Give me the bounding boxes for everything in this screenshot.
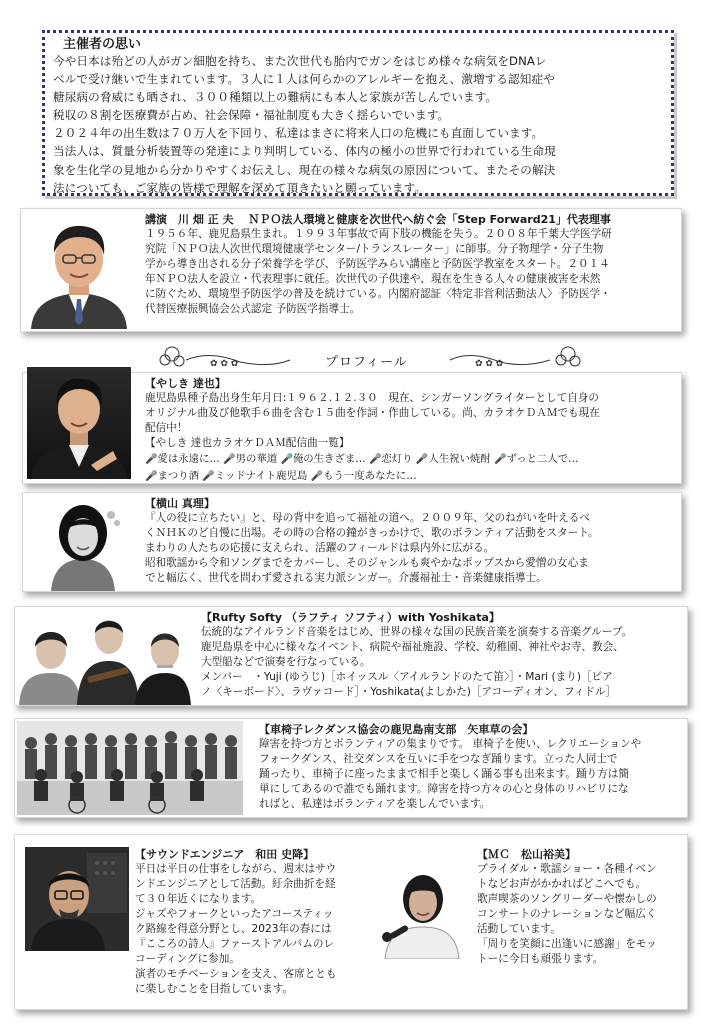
rufty-softy-photo	[17, 607, 193, 705]
bio-line: 踊ったり、車椅子に座ったままで相手と楽しく踊る事も出来ます。踊り方は簡	[259, 768, 629, 780]
rufty-softy-card	[14, 606, 688, 706]
organizer-message-title: 主催者の思い	[63, 37, 142, 52]
bio-line: 代替医療振興協会公式認定 予防医学指導士。	[145, 303, 361, 315]
lecturer-title: 講演 川 畑 正 夫 ＮＰＯ法人環境と健康を次世代へ紡ぐ会「Step Forward21」代表理事	[145, 213, 611, 226]
intro-line: 税収の８割を医療費が占め、社会保障・福祉制度も大きく揺らいでいます。	[53, 108, 450, 123]
organizer-message-box	[42, 30, 674, 196]
wada-bio	[135, 862, 375, 997]
intro-line: 今や日本は殆どの人がガン細胞を持ち、また次世代も胎内でガンをはじめ様々な病気をDNAレ	[53, 54, 547, 68]
wheelchair-dance-bio	[259, 737, 679, 812]
bio-line: 単にしてあるので誰でも踊れます。障害を持つ方々の心と身体のリハビリにな	[259, 783, 629, 795]
microphone-icon: 🎤	[145, 454, 158, 465]
staff-section	[14, 834, 688, 1010]
bio-line: 伝統的なアイルランド音楽をはじめ、世界の様々な国の民族音楽を演奏する音楽グループ。	[201, 626, 633, 638]
yokoyama-bio	[145, 511, 675, 586]
intro-line: ベルで受け継いで生まれています。３人に１人は何らかのアレルギーを抱え、激増する認知症や	[53, 72, 555, 87]
bio-line: コーディングに参加。	[135, 953, 240, 965]
song-title: 人生祝い焼酎	[428, 453, 491, 465]
bio-line: ンドエンジニアとして活動。紆余曲折を経	[135, 878, 336, 890]
song-title: 恋灯り	[381, 453, 413, 465]
song-row	[145, 468, 675, 485]
matsuyama-bio	[477, 862, 685, 967]
bio-line: に防ぐため、環境型予防医学の普及を続けている。内閣府認証〈特定非営利活動法人〉予防医学・	[145, 288, 611, 300]
intro-line: 糖尿病の脅威にも晒され、３００種類以上の難病にも本人と家族が苦しんでいます。	[53, 90, 498, 105]
microphone-icon: 🎤	[415, 454, 429, 465]
yashiki-photo	[27, 367, 131, 479]
rufty-softy-title: 【Rufty Softy （ラフティ ソフティ）with Yoshikata】	[201, 611, 500, 624]
yashiki-bio	[145, 391, 675, 451]
microphone-icon: 🎤	[223, 454, 236, 465]
yashiki-title: 【やしき 達也】	[145, 377, 226, 390]
wheelchair-dance-title: 【車椅子レクダンス協会の鹿児島南支部 矢車草の会】	[259, 723, 534, 736]
wheelchair-dance-group-photo	[17, 721, 243, 815]
microphone-icon: 🎤	[310, 471, 324, 482]
bio-line: 鹿児島県を中心に様々なイベント、病院や福祉施設、学校、幼稚園、神社やお寺、教会、	[201, 641, 624, 653]
bio-line: ノ〈キーボード〉、ラヴァコード］・Yoshikata(よしかた)［アコーディオン、フィドル］	[201, 686, 617, 698]
lecturer-bio	[145, 227, 675, 317]
bio-line: 鹿児島県種子島出身生年月日:１９６２.１２.３０ 現在、シンガーソングライターとして自身の	[145, 392, 600, 404]
bio-line: オリジナル曲及び他歌手６曲を含む１５曲を作詞・作曲している。尚、カラオケＤＡＭでも現在	[145, 407, 600, 419]
bio-line: １９５６年、鹿児島県生まれ。１９９３年事故で両下肢の機能を失う。２００８年千葉大学医学研	[145, 228, 612, 240]
yokoyama-card	[22, 492, 682, 592]
wheelchair-dance-card	[14, 718, 688, 818]
bio-line: 『人の役に立ちたい』と、母の背中を追って福祉の道へ。２００９年、父のねがいを叶えるべ	[145, 512, 590, 524]
bio-line: 年ＮＰＯ法人を設立・代表理事に就任。次世代の子供達や、現在を生きる人々の健康被害を未然	[145, 273, 601, 285]
bio-line: 学から導き出される分子栄養学を学び、予防医学みらい講座と予防医学教室をスタート。２０１４	[145, 258, 610, 270]
matsuyama-title: 【ＭＣ 松山裕美】	[477, 848, 576, 861]
profile-heading: プロフィール	[325, 355, 408, 370]
bio-line: 障害を持つ方とボランティアの集まりです。 車椅子を使い、レクリエーションや	[259, 738, 642, 750]
bio-line: ブライダル・歌謡ショー・各種イベン	[477, 863, 657, 875]
bio-line: でと幅広く、世代を問わず愛される実力派シンガー。介護福祉士・音楽健康指導士。	[145, 572, 547, 584]
bio-line: 「周りを笑顔に出逢いに感謝」をモッ	[477, 938, 657, 950]
yashiki-card	[22, 372, 682, 484]
bio-line: 昭和歌謡から令和ソングまでをカバーし、そのジャンルも爽やかなポップスから愛憎の女心ま	[145, 557, 589, 569]
bio-line: に楽しむことを目指しています。	[135, 983, 294, 995]
bio-line: まわりの人たちの応援に支えられ、活躍のフィールドは県内外に広がる。	[145, 542, 495, 554]
svg-text:✿ ✿ ✿: ✿ ✿ ✿	[475, 359, 504, 369]
bio-line: メンバー ・Yuji (ゆうじ)［ホイッスル〈アイルランドのたて笛〉］・Mari (まり)［ピア	[201, 671, 613, 683]
lecturer-card	[20, 208, 682, 332]
lecturer-photo	[23, 211, 135, 329]
bio-line: ジャズやフォークといったアコースティッ	[135, 908, 334, 920]
microphone-icon: 🎤	[145, 471, 158, 482]
wada-title: 【サウンドエンジニア 和田 史降】	[135, 848, 315, 861]
intro-line: 法についても、ご家族の皆様で理解を深めて頂きたいと願っています。	[53, 180, 427, 195]
song-title: まつり酒	[157, 470, 200, 482]
song-title: 俺の生きざま…	[292, 453, 366, 465]
intro-line: 象を生化学の見地から分かりやすくお伝えし、現在の様々な病気の原因について、またその解決	[53, 162, 556, 177]
bio-line: 平日は平日の仕事をしながら、週末はサウ	[135, 863, 337, 875]
bio-line: て３０年近くになります。	[135, 893, 262, 905]
yokoyama-title: 【横山 真理】	[145, 497, 215, 510]
bio-line: ればと、私達はボランティアを楽しんでいます。	[259, 798, 491, 810]
yokoyama-photo	[35, 493, 131, 591]
song-title: 男の華道	[235, 453, 278, 465]
intro-line: 当法人は、質量分析装置等の発達により判明している、体内の極小の世界で行われている生命現	[53, 144, 556, 159]
microphone-icon: 🎤	[493, 454, 507, 465]
bio-line: 演者のモチベーションを支え、客席ととも	[135, 968, 337, 980]
microphone-icon: 🎤	[202, 471, 215, 482]
bio-line: トーに今日も頑張ります。	[477, 953, 604, 965]
intro-line: ２０２４年の出生数は７０万人を下回り、私達はまさに将来人口の危機にも直面しています。	[53, 126, 544, 141]
song-row	[145, 451, 675, 468]
matsuyama-photo	[377, 859, 469, 959]
bio-line: 配信中！	[145, 422, 188, 434]
song-list	[145, 451, 675, 485]
bio-line: 活動しています。	[477, 923, 561, 935]
bio-line: 【やしき 達也カラオケＤＡＭ配信曲一覧】	[145, 437, 350, 449]
bio-line: トなどお声がかかればどこへでも。	[477, 878, 647, 890]
svg-text:✿ ✿ ✿: ✿ ✿ ✿	[210, 359, 239, 369]
bio-line: 究院「ＮＰＯ法人次世代環境健康学センター/トランスレーター」に師事。分子物理学・分子生物	[145, 243, 604, 255]
bio-line: 歌声喫茶のソングリーダーや懐かしの	[477, 893, 657, 905]
bio-line: 大型船などで演奏を行なっている。	[201, 656, 371, 668]
bio-line: ク路線を得意分野とし、2023年の春には	[135, 923, 332, 935]
wada-photo	[25, 847, 129, 951]
song-title: ミッドナイト鹿児島	[214, 470, 308, 482]
rufty-softy-bio	[201, 625, 685, 700]
bio-line: コンサートのナレーションなど幅広く	[477, 908, 657, 920]
bio-line: くＮＨＫのど自慢に出場。その時の合格の鐘がきっかけで、歌のボランティア活動をスタート。	[145, 527, 599, 539]
microphone-icon: 🎤	[368, 454, 382, 465]
song-title: もう一度あなたに…	[323, 470, 417, 482]
song-title: 愛は永遠に…	[157, 453, 220, 465]
microphone-icon: 🎤	[280, 454, 293, 465]
organizer-message-text	[53, 52, 663, 197]
bio-line: フォークダンス、社交ダンスを互いに手をつなぎ踊ります。立った人同士で	[259, 753, 618, 765]
song-title: ずっと二人で…	[506, 453, 579, 465]
bio-line: 『こころの詩人』ファーストアルバムのレ	[135, 938, 335, 950]
